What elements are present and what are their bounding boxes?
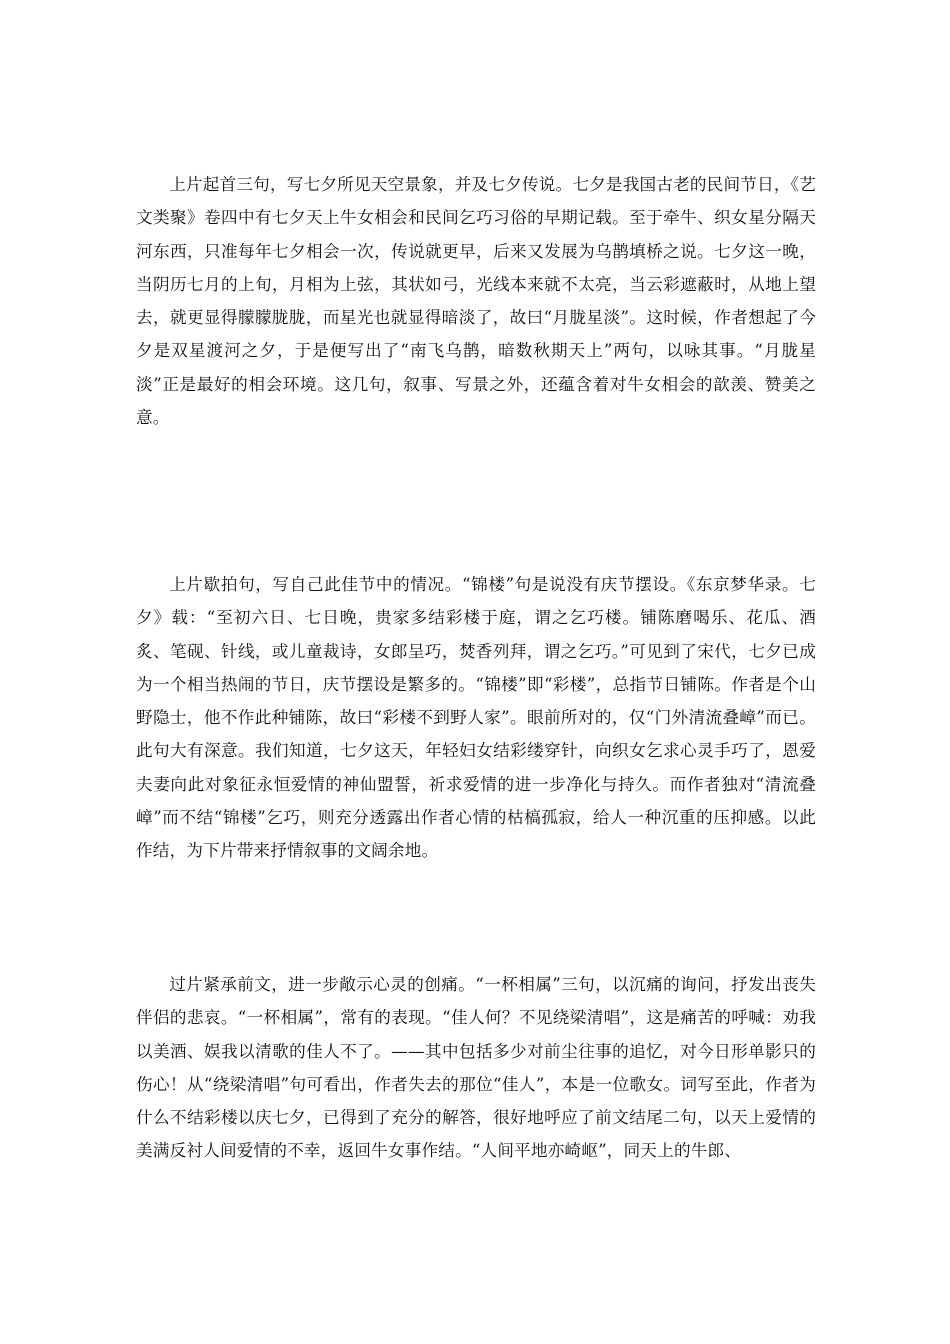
- paragraph-2: 上片歇拍句，写自己此佳节中的情况。“锦楼”句是说没有庆节摆设。《东京梦华录。七夕》载：“至初六日、七日晚，贵家多结彩楼于庭，谓之乞巧楼。铺陈磨喝乐、花瓜、酒炙、笔砚、针线，或儿童裁诗，女郎呈巧，焚香列拜，谓之乞巧。”可见到了宋代，七夕已成为一个相当热闹的节日，庆节摆设是繁多的。“锦楼”即“彩楼”，总指节日铺陈。作者是个山野隐士，他不作此种铺陈，故曰“彩楼不到野人家”。眼前所对的，仅“门外清流叠嶂”而已。此句大有深意。我们知道，七夕这天，年轻妇女结彩缕穿针，向织女乞求心灵手巧了，恩爱夫妻向此对象征永恒爱情的神仙盟誓，祈求爱情的进一步净化与持久。而作者独对“清流叠嶂”而不结“锦楼”乞巧，则充分透露出作者心情的枯槁孤寂，给人一种沉重的压抑感。以此作结，为下片带来抒情叙事的文阔余地。: [136, 575, 816, 861]
- paragraph-3: 过片紧承前文，进一步敞示心灵的创痛。“一杯相属”三句，以沉痛的询问，抒发出丧失伴侣的悲哀。“一杯相属”，常有的表现。“佳人何？不见绕梁清唱”，这是痛苦的呼喊：劝我以美酒、娱我以清歌的佳人不了。——其中包括多少对前尘往事的追忆，对今日形单影只的伤心！从“绕梁清唱”句可看出，作者失去的那位“佳人”，本是一位歌女。词写至此，作者为什么不结彩楼以庆七夕，已得到了充分的解答，很好地呼应了前文结尾二句，以天上爱情的美满反衬人间爱情的不幸，返回牛女事作结。“人间平地亦崎岖”，同天上的牛郎、: [136, 975, 816, 1161]
- paragraph-1: 上片起首三句，写七夕所见天空景象，并及七夕传说。七夕是我国古老的民间节日，《艺文类聚》卷四中有七夕天上牛女相会和民间乞巧习俗的早期记载。至于牵牛、织女星分隔天河东西，只准每年七夕相会一次，传说就更早，后来又发展为乌鹊填桥之说。七夕这一晚，当阴历七月的上旬，月相为上弦，其状如弓，光线本来就不太亮，当云彩遮蔽时，从地上望去，就更显得朦朦胧胧，而星光也就显得暗淡了，故曰“月胧星淡”。这时候，作者想起了今夕是双星渡河之夕，于是便写出了“南飞乌鹊，暗数秋期天上”两句，以咏其事。“月胧星淡”正是最好的相会环境。这几句，叙事、写景之外，还蕴含着对牛女相会的歆羡、赞美之意。: [136, 175, 816, 428]
